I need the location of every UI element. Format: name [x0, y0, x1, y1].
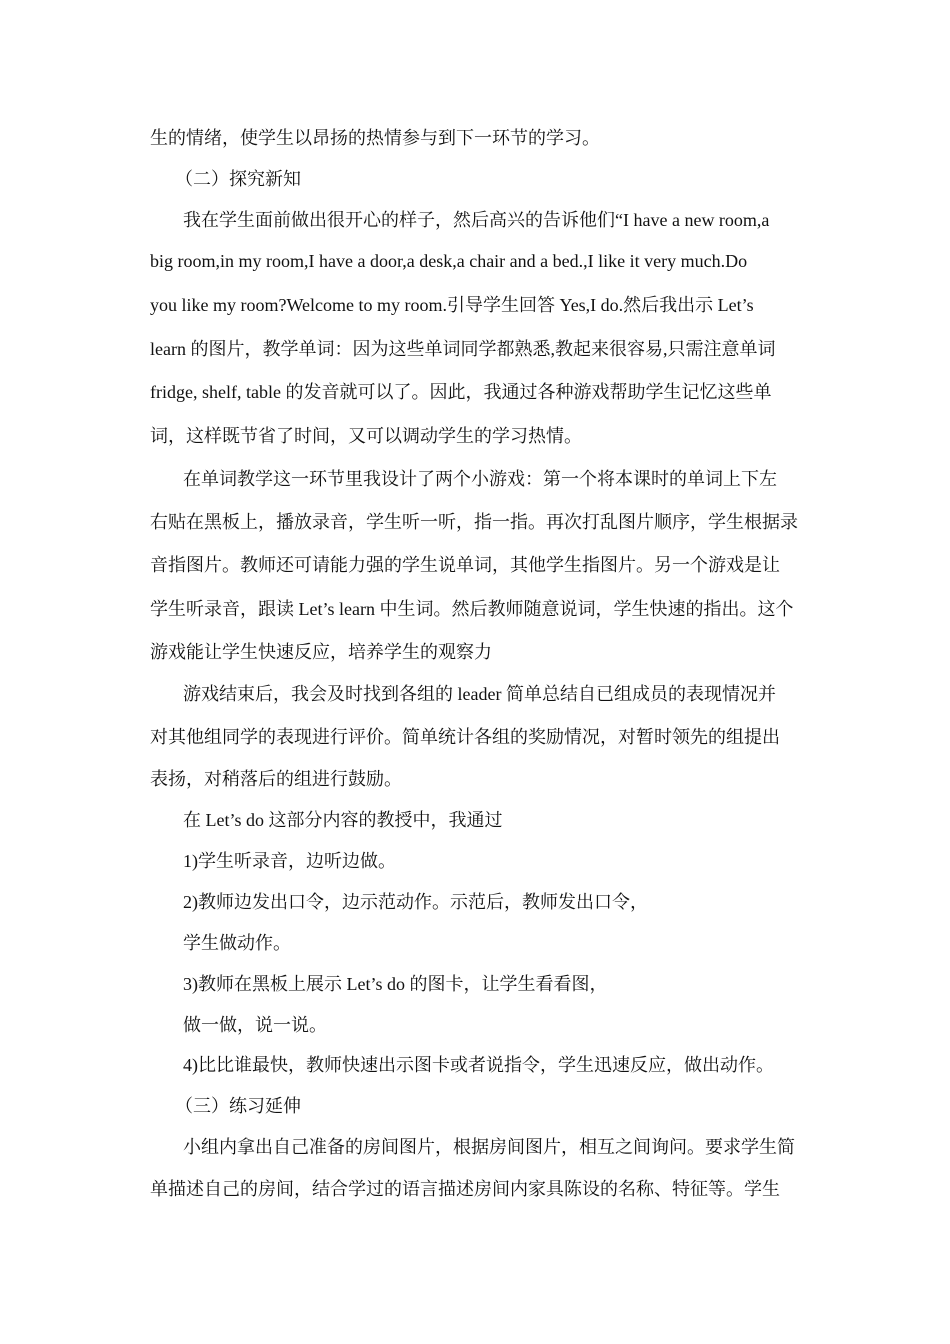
- list-item: 3)教师在黑板上展示 Let’s do 的图卡，让学生看看图，: [183, 974, 608, 994]
- list-item: 1)学生听录音，边听边做。: [183, 851, 396, 871]
- text-line: 音指图片。教师还可请能力强的学生说单词，其他学生指图片。另一个游戏是让: [150, 555, 780, 575]
- text-line: 小组内拿出自己准备的房间图片，根据房间图片，相互之间询问。要求学生简: [183, 1137, 795, 1157]
- text-line: learn 的图片，教学单词：因为这些单词同学都熟悉,教起来很容易,只需注意单词: [150, 339, 776, 359]
- text-line: 词，这样既节省了时间，又可以调动学生的学习热情。: [150, 426, 582, 446]
- text-line: 右贴在黑板上，播放录音，学生听一听，指一指。再次打乱图片顺序，学生根据录: [150, 512, 798, 532]
- text-line: 单描述自己的房间，结合学过的语言描述房间内家具陈设的名称、特征等。学生: [150, 1179, 780, 1199]
- text-line: 对其他组同学的表现进行评价。简单统计各组的奖励情况，对暂时领先的组提出: [150, 727, 780, 747]
- section-heading: （三）练习延伸: [175, 1096, 301, 1116]
- text-line: 表扬，对稍落后的组进行鼓励。: [150, 769, 402, 789]
- text-line: big room,in my room,I have a door,a desk,a chair and a bed.,I like it very much.Do: [150, 251, 748, 271]
- text-line: 游戏结束后，我会及时找到各组的 leader 简单总结自已组成员的表现情况并: [183, 684, 776, 704]
- text-line: 游戏能让学生快速反应，培养学生的观察力: [150, 642, 492, 662]
- text-line: 生的情绪，使学生以昂扬的热情参与到下一环节的学习。: [150, 128, 600, 148]
- list-item: 4)比比谁最快，教师快速出示图卡或者说指令，学生迅速反应，做出动作。: [183, 1055, 774, 1075]
- list-item: 2)教师边发出口令，边示范动作。示范后，教师发出口令，: [183, 892, 648, 912]
- text-line: fridge, shelf, table 的发音就可以了。因此，我通过各种游戏帮助学生记忆这些单: [150, 382, 772, 402]
- text-line: 在 Let’s do 这部分内容的教授中，我通过: [183, 810, 503, 830]
- list-item-continuation: 学生做动作。: [183, 933, 291, 953]
- list-item-continuation: 做一做，说一说。: [183, 1015, 327, 1035]
- text-line: 学生听录音，跟读 Let’s learn 中生词。然后教师随意说词，学生快速的指出。这个: [150, 599, 794, 619]
- text-line: you like my room?Welcome to my room.引导学生回答 Yes,I do.然后我出示 Let’s: [150, 295, 754, 315]
- text-line: 我在学生面前做出很开心的样子，然后高兴的告诉他们“I have a new room,a: [183, 210, 770, 230]
- text-line: 在单词教学这一环节里我设计了两个小游戏：第一个将本课时的单词上下左: [183, 469, 777, 489]
- section-heading: （二）探究新知: [175, 169, 301, 189]
